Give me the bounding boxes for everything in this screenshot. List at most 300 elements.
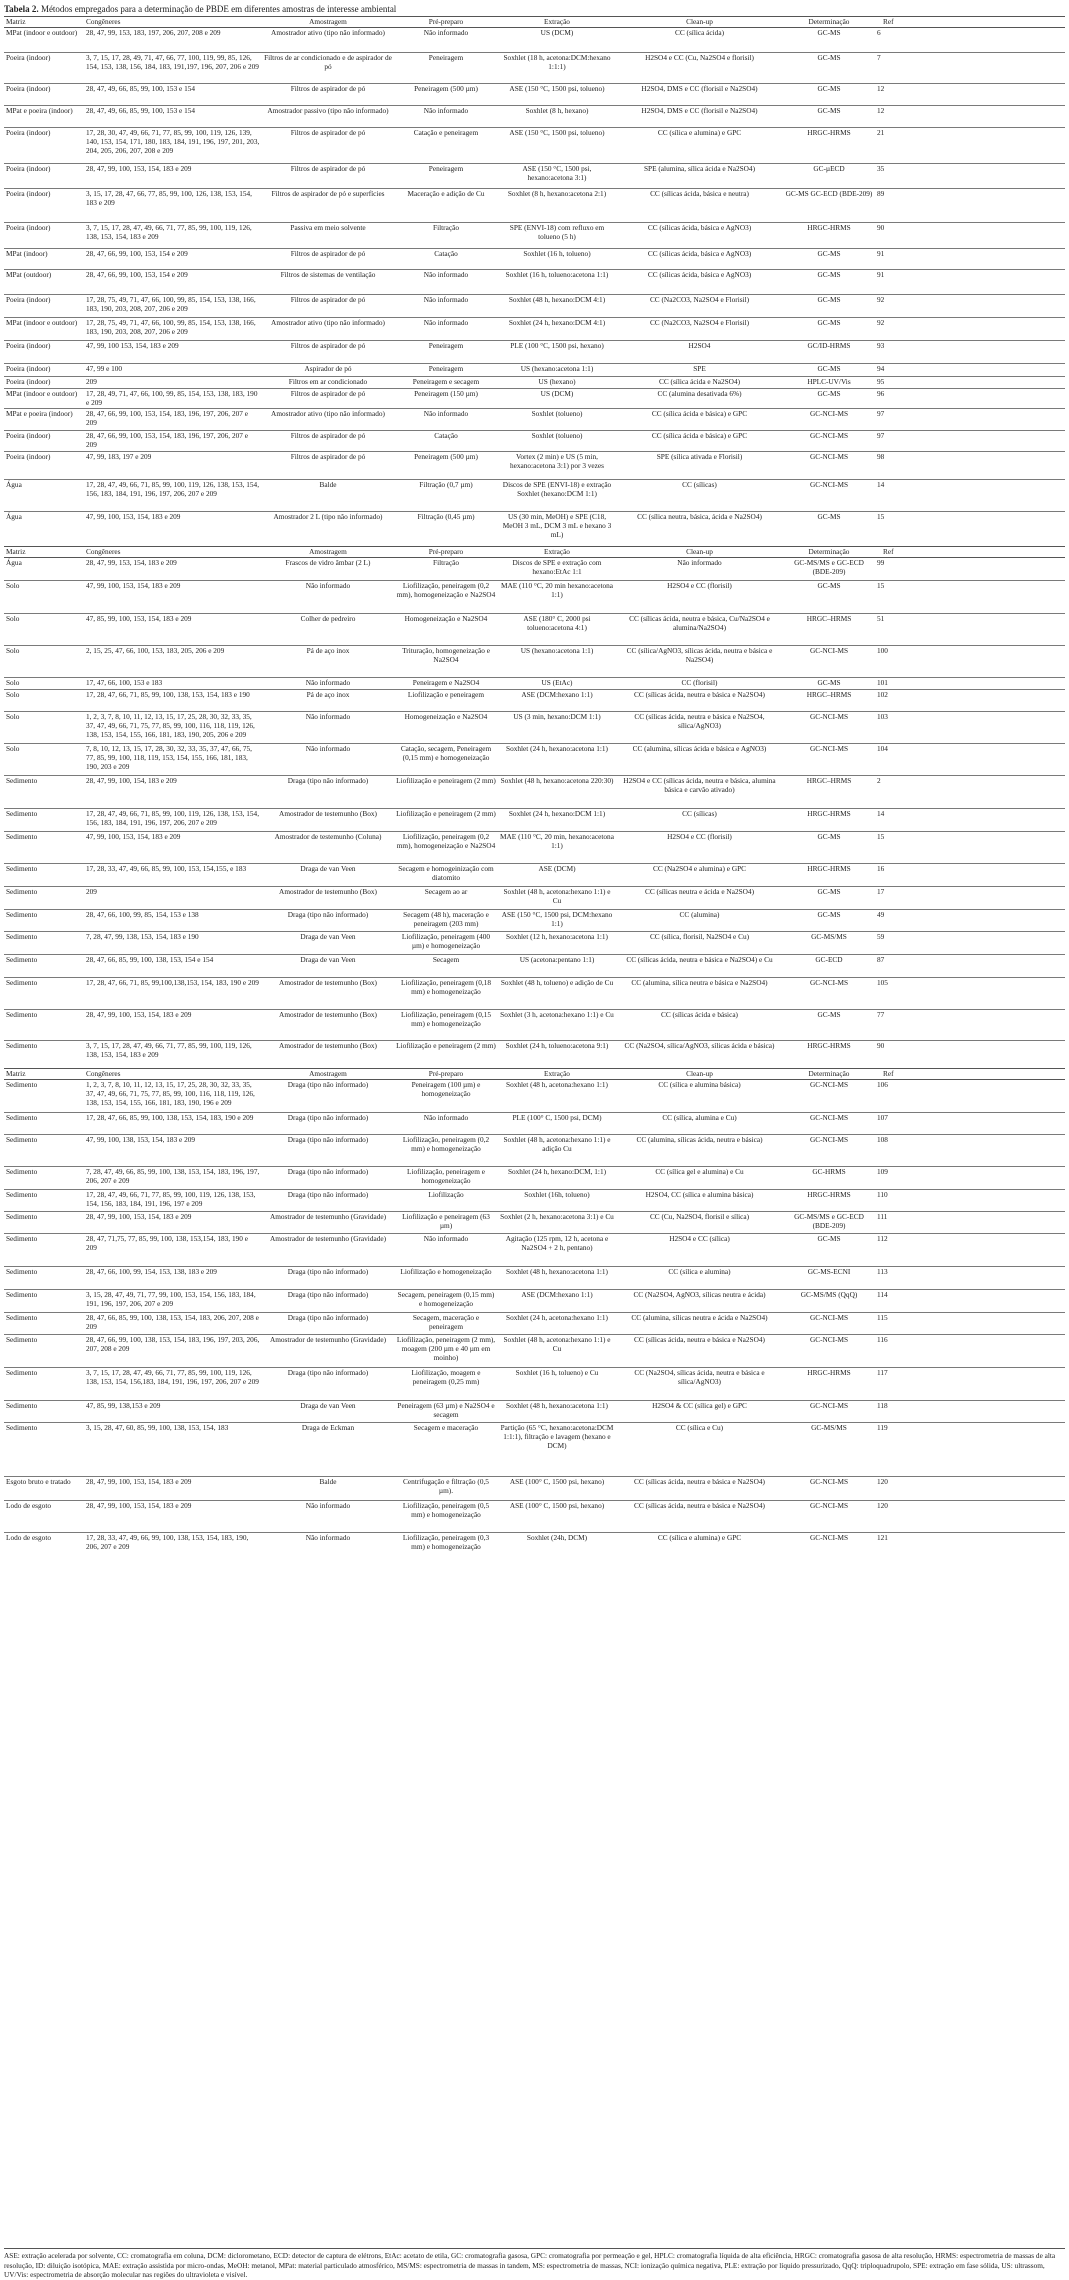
congeneres-cell: 28, 47, 49, 66, 85, 99, 100, 153 e 154 xyxy=(86,84,196,93)
pre-preparo-cell: Liofilização, peneiragem (0,2 mm) e homogeneização xyxy=(402,1135,490,1153)
column-header: Clean-up xyxy=(686,547,713,557)
extracao-cell: MAE (110 °C, 20 min hexano:acetona 1:1) xyxy=(500,581,614,599)
matriz-cell: Sedimento xyxy=(6,932,38,941)
extracao-cell: ASE (100° C, 1500 psi, hexano) xyxy=(509,1477,605,1486)
amostragem-cell: Não informado xyxy=(305,581,351,590)
column-header: Matriz xyxy=(6,17,26,27)
extracao-cell: Soxhlet (2 h, hexano:acetona 3:1) e Cu xyxy=(500,1212,614,1221)
extracao-cell: ASE (150 °C, 1500 psi, tolueno) xyxy=(509,128,605,137)
congeneres-cell: 17, 28, 47, 66, 85, 99, 100, 138, 153, 154, 183, 190 e 209 xyxy=(86,1113,254,1122)
determinacao-cell: GC-µECD xyxy=(813,164,845,173)
ref-cell: 12 xyxy=(877,84,885,93)
clean-up-cell: Não informado xyxy=(677,558,722,567)
determinacao-cell: GC-MS/MS (QqQ) xyxy=(800,1290,858,1299)
determinacao-cell: GC-NCI-MS xyxy=(809,409,849,418)
caption-text: Métodos empregados para a determinação de PBDE em diferentes amostras de interesse ambiental xyxy=(40,4,397,14)
clean-up-cell: CC (sílicas) xyxy=(682,809,717,818)
extracao-cell: Soxhlet (48 h, hexano:acetona 1:1) xyxy=(506,1401,608,1410)
determinacao-cell: GC-NCI-MS xyxy=(809,452,849,461)
table-row xyxy=(4,1212,1065,1234)
clean-up-cell: CC (Na2CO3, Na2SO4 e Florisil) xyxy=(649,318,750,327)
congeneres-cell: 47, 85, 99, 100, 153, 154, 183 e 209 xyxy=(86,614,192,623)
amostragem-cell: Draga de van Veen xyxy=(300,864,356,873)
matriz-cell: Poeira (indoor) xyxy=(6,341,51,350)
table-row xyxy=(4,318,1065,341)
congeneres-cell: 28, 47, 66, 99, 100, 153, 154, 183, 196, 197, 206, 207 e 209 xyxy=(86,431,248,449)
amostragem-cell: Amostrador ativo (tipo não informado) xyxy=(271,28,385,37)
extracao-cell: ASE (150 °C, 1500 psi, hexano:acetona 3:1) xyxy=(522,164,592,182)
determinacao-cell: GC-ECD xyxy=(815,955,843,964)
table-row xyxy=(4,409,1065,431)
table-row xyxy=(4,978,1065,1010)
matriz-cell: Sedimento xyxy=(6,887,38,896)
pre-preparo-cell: Não informado xyxy=(423,28,469,37)
congeneres-cell: 47, 99, 100, 138, 153, 154, 183 e 209 xyxy=(86,1135,196,1144)
extracao-cell: ASE (DCM) xyxy=(538,864,576,873)
pre-preparo-cell: Liofilização, peneiragem (0,2 mm), homogeneização e Na2SO4 xyxy=(396,581,496,599)
column-header: Determinação xyxy=(808,1069,850,1079)
extracao-cell: Soxhlet (48 h, acetona:hexano 1:1) e Cu xyxy=(503,1335,611,1353)
extracao-cell: Vortex (2 min) e US (5 min, hexano:acetona 3:1) por 3 vezes xyxy=(509,452,604,470)
matriz-cell: Sedimento xyxy=(6,955,38,964)
table-row xyxy=(4,1113,1065,1135)
determinacao-cell: GC-NCI-MS xyxy=(809,1533,849,1542)
extracao-cell: US (hexano) xyxy=(538,377,576,386)
table-row xyxy=(4,1533,1065,1565)
table-row xyxy=(4,864,1065,887)
extracao-cell: Soxhlet (8 h, hexano:acetona 2:1) xyxy=(507,189,607,198)
determinacao-cell: GC-MS/MS e GC-ECD (BDE-209) xyxy=(794,558,864,576)
ref-cell: 120 xyxy=(877,1501,888,1510)
ref-cell: 97 xyxy=(877,431,885,440)
table-row xyxy=(4,84,1065,106)
table-row xyxy=(4,452,1065,480)
matriz-cell: Poeira (indoor) xyxy=(6,377,51,386)
matriz-cell: Poeira (indoor) xyxy=(6,364,51,373)
determinacao-cell: GC-MS xyxy=(817,249,841,258)
extracao-cell: Soxhlet (48 h, hexano:DCM 4:1) xyxy=(508,295,606,304)
pre-preparo-cell: Peneiragem xyxy=(428,164,464,173)
pre-preparo-cell: Liofilização, moagem e peneiragem (0,25 mm) xyxy=(411,1368,481,1386)
column-header: Matriz xyxy=(6,547,26,557)
table-row xyxy=(4,341,1065,364)
amostragem-cell: Filtros de aspirador de pó xyxy=(290,84,366,93)
extracao-cell: Soxhlet (tolueno) xyxy=(531,431,583,440)
ref-cell: 93 xyxy=(877,341,885,350)
column-header: Pré-preparo xyxy=(428,547,464,557)
determinacao-cell: HRGC-HRMS xyxy=(807,864,851,873)
congeneres-cell: 28, 47, 99, 153, 183, 197, 206, 207, 208 e 209 xyxy=(86,28,221,37)
extracao-cell: US (3 min, hexano:DCM 1:1) xyxy=(513,712,601,721)
extracao-cell: ASE (150 °C, 1500 psi, tolueno) xyxy=(509,84,605,93)
amostragem-cell: Draga (tipo não informado) xyxy=(287,1167,369,1176)
pre-preparo-cell: Peneiragem (500 µm) xyxy=(414,452,478,461)
determinacao-cell: GC-MS xyxy=(817,295,841,304)
ref-cell: 92 xyxy=(877,318,885,327)
matriz-cell: Sedimento xyxy=(6,978,38,987)
extracao-cell: Soxhlet (24h, DCM) xyxy=(526,1533,588,1542)
amostragem-cell: Aspirador de pó xyxy=(304,364,352,373)
matriz-cell: MPat (indoor e outdoor) xyxy=(6,318,78,327)
determinacao-cell: GC-NCI-MS xyxy=(809,1401,849,1410)
pre-preparo-cell: Secagem ao ar xyxy=(424,887,468,896)
column-header: Extração xyxy=(544,17,570,27)
pre-preparo-cell: Não informado xyxy=(423,318,469,327)
congeneres-cell: 17, 28, 33, 47, 49, 66, 99, 100, 138, 153, 154, 183, 190, 206, 207 e 209 xyxy=(86,1533,249,1551)
clean-up-cell: SPE (sílica ativada e Florisil) xyxy=(656,452,743,461)
extracao-cell: Soxhlet (48 h, hexano:acetona 1:1) xyxy=(506,1267,608,1276)
congeneres-cell: 28, 47, 66, 85, 99, 100, 138, 153, 154, 183, 206, 207, 208 e 209 xyxy=(86,1313,259,1331)
determinacao-cell: GC-MS xyxy=(817,28,841,37)
extracao-cell: Soxhlet (24 h, hexano:DCM 1:1) xyxy=(508,809,606,818)
pre-preparo-cell: Liofilização, peneiragem (0,5 mm) e homogeneização xyxy=(402,1501,490,1519)
determinacao-cell: GC-MS xyxy=(817,318,841,327)
pre-preparo-cell: Liofilização e peneiragem (63 µm) xyxy=(402,1212,490,1230)
extracao-cell: Soxhlet (48 h, acetona:hexano 1:1) xyxy=(506,1080,608,1089)
extracao-cell: Agitação (125 rpm, 12 h, acetona e Na2SO4 + 2 h, pentano) xyxy=(505,1234,609,1252)
congeneres-cell: 28, 47, 66, 85, 99, 100, 138, 153, 154 e 154 xyxy=(86,955,214,964)
extracao-cell: Soxhlet (24 h, hexano:DCM 4:1) xyxy=(508,318,606,327)
ref-cell: 94 xyxy=(877,364,885,373)
table-row xyxy=(4,1477,1065,1501)
congeneres-cell: 47, 99, 100, 153, 154, 183 e 209 xyxy=(86,832,181,841)
determinacao-cell: GC-NCI-MS xyxy=(809,744,849,753)
extracao-cell: Discos de SPE (ENVI-18) e extração Soxhlet (hexano:DCM 1:1) xyxy=(502,480,612,498)
column-header: Clean-up xyxy=(686,17,713,27)
table-row xyxy=(4,910,1065,932)
clean-up-cell: H2SO4, DMS e CC (florisil e Na2SO4) xyxy=(641,106,758,115)
pre-preparo-cell: Peneiragem xyxy=(428,364,464,373)
congeneres-cell: 28, 47, 66, 99, 100, 153, 154, 183, 196, 197, 206, 207 e 209 xyxy=(86,409,248,427)
amostragem-cell: Filtros de aspirador de pó xyxy=(290,249,366,258)
pre-preparo-cell: Peneiragem e Na2SO4 xyxy=(412,678,480,687)
ref-cell: 14 xyxy=(877,480,885,489)
clean-up-cell: H2SO4 e CC (florisil) xyxy=(667,581,732,590)
determinacao-cell: GC-MS xyxy=(817,84,841,93)
clean-up-cell: CC (sílicas ácida, neutra e básica e Na2SO4, sílica/AgNO3) xyxy=(634,712,765,730)
table-caption xyxy=(4,3,396,15)
amostragem-cell: Amostrador de testemunho (Gravidade) xyxy=(269,1335,387,1344)
extracao-cell: Soxhlet (48 h, acetona:hexano 1:1) e adição Cu xyxy=(503,1135,611,1153)
clean-up-cell: CC (sílicas ácida, básica e AgNO3) xyxy=(647,223,752,232)
table-row xyxy=(4,1401,1065,1423)
matriz-cell: Solo xyxy=(6,646,20,655)
clean-up-cell: CC (Cu, Na2SO4, florisil e sílica) xyxy=(649,1212,750,1221)
extracao-cell: Soxhlet (8 h, hexano) xyxy=(525,106,589,115)
extracao-cell: US (30 min, MeOH) e SPE (C18, MeOH 3 mL, DCM 3 mL e hexano 3 mL) xyxy=(502,512,612,539)
pre-preparo-cell: Centrifugação e filtração (0,5 µm). xyxy=(403,1477,489,1495)
extracao-cell: ASE (DCM:hexano 1:1) xyxy=(521,1290,593,1299)
ref-cell: 111 xyxy=(877,1212,888,1221)
extracao-cell: ASE (DCM:hexano 1:1) xyxy=(521,690,593,699)
matriz-cell: Solo xyxy=(6,678,20,687)
pre-preparo-cell: Peneiragem (100 µm) e homogeneização xyxy=(411,1080,481,1098)
ref-cell: 108 xyxy=(877,1135,888,1144)
clean-up-cell: CC (Na2CO3, Na2SO4 e Florisil) xyxy=(649,295,750,304)
clean-up-cell: H2SO4, CC (sílica e alumina básica) xyxy=(645,1190,754,1199)
matriz-cell: Sedimento xyxy=(6,1080,38,1089)
clean-up-cell: H2SO4 xyxy=(688,341,711,350)
determinacao-cell: GC-MS xyxy=(817,910,841,919)
determinacao-cell: GC-MS xyxy=(817,389,841,398)
pre-preparo-cell: Secagem xyxy=(432,955,460,964)
amostragem-cell: Amostrador ativo (tipo não informado) xyxy=(271,409,385,418)
extracao-cell: US (acetona:pentano 1:1) xyxy=(519,955,595,964)
extracao-cell: Soxhlet (24 h, hexano:acetona 1:1) xyxy=(506,744,608,753)
matriz-cell: MPat (outdoor) xyxy=(6,270,52,279)
clean-up-cell: CC (Na2SO4 e alumina) e GPC xyxy=(652,864,747,873)
ref-cell: 106 xyxy=(877,1080,888,1089)
clean-up-cell: CC (alumina desativada 6%) xyxy=(657,389,742,398)
ref-cell: 119 xyxy=(877,1423,888,1432)
matriz-cell: Sedimento xyxy=(6,1423,38,1432)
ref-cell: 90 xyxy=(877,223,885,232)
extracao-cell: SPE (ENVI-18) com refluxo em tolueno (5 h) xyxy=(509,223,605,241)
ref-cell: 51 xyxy=(877,614,885,623)
amostragem-cell: Não informado xyxy=(305,712,351,721)
congeneres-cell: 17, 28, 47, 66, 71, 85, 99,100,138,153, 154, 183, 190 e 209 xyxy=(86,978,259,987)
amostragem-cell: Filtros em ar condicionado xyxy=(288,377,368,386)
congeneres-cell: 1, 2, 3, 7, 8, 10, 11, 12, 13, 15, 17, 25, 28, 30, 32, 33, 35, 37, 47, 49, 66, 71, 75, 77, 85, 99, 100, 116, 118, 119, 126, 138, 153, 154, 155, 166, 181, 183, 190, 196 e 209 xyxy=(86,1080,255,1107)
clean-up-cell: H2SO4 e CC (sílicas ácida, neutra e básica, alumina básica e carvão ativado) xyxy=(623,776,776,794)
congeneres-cell: 17, 28, 47, 49, 66, 71, 85, 99, 100, 119, 126, 138, 153, 154, 156, 183, 184, 191, 196, 197, 206, 207 e 209 xyxy=(86,480,260,498)
congeneres-cell: 3, 15, 28, 47, 60, 85, 99, 100, 138, 153, 154, 183 xyxy=(86,1423,229,1432)
congeneres-cell: 3, 7, 15, 17, 28, 49, 71, 47, 66, 77, 100, 119, 99, 85, 126, 154, 153, 138, 156, 184, 183, 191,197, 196, 207, 206 e 209 xyxy=(86,53,259,71)
pre-preparo-cell: Liofilização, peneiragem (0,2 mm), homogeneização e Na2SO4 xyxy=(396,832,496,850)
ref-cell: 7 xyxy=(877,53,881,62)
extracao-cell: Soxhlet (16 h, tolueno) xyxy=(523,249,591,258)
pre-preparo-cell: Não informado xyxy=(423,1234,469,1243)
matriz-cell: Sedimento xyxy=(6,1135,38,1144)
matriz-cell: Solo xyxy=(6,581,20,590)
pre-preparo-cell: Peneiragem (150 µm) xyxy=(414,389,478,398)
amostragem-cell: Draga (tipo não informado) xyxy=(287,1267,369,1276)
column-header: Amostragem xyxy=(309,17,347,27)
pre-preparo-cell: Liofilização, peneiragem (400 µm) e homogeneização xyxy=(401,932,491,950)
extracao-cell: US (DCM) xyxy=(540,389,574,398)
table-row xyxy=(4,678,1065,690)
table-row xyxy=(4,223,1065,249)
pre-preparo-cell: Homogeneização e Na2SO4 xyxy=(404,712,488,721)
determinacao-cell: GC-NCI-MS xyxy=(809,431,849,440)
ref-cell: 49 xyxy=(877,910,885,919)
clean-up-cell: CC (sílica ácida e básica) e GPC xyxy=(651,409,748,418)
congeneres-cell: 17, 47, 66, 100, 153 e 183 xyxy=(86,678,163,687)
determinacao-cell: HPLC-UV/Vis xyxy=(807,377,851,386)
extracao-cell: US (EtAc) xyxy=(541,678,573,687)
matriz-cell: Sedimento xyxy=(6,1010,38,1019)
extracao-cell: PLE (100 °C, 1500 psi, hexano) xyxy=(510,341,604,350)
ref-cell: 117 xyxy=(877,1368,888,1377)
clean-up-cell: CC (sílica e Cu) xyxy=(675,1423,724,1432)
determinacao-cell: GC-MS/MS xyxy=(811,932,847,941)
table-row xyxy=(4,932,1065,955)
congeneres-cell: 47, 99, 100, 153, 154, 183 e 209 xyxy=(86,581,181,590)
matriz-cell: Poeira (indoor) xyxy=(6,223,51,232)
pre-preparo-cell: Trituração, homogeneização e Na2SO4 xyxy=(402,646,490,664)
pre-preparo-cell: Peneiragem (63 µm) e Na2SO4 e secagem xyxy=(397,1401,495,1419)
determinacao-cell: GC-NCI-MS xyxy=(809,1135,849,1144)
matriz-cell: Poeira (indoor) xyxy=(6,189,51,198)
amostragem-cell: Amostrador de testemunho (Box) xyxy=(279,1010,377,1019)
clean-up-cell: CC (Na2SO4, sílicas ácida, neutra e básica e sílica/AgNO3) xyxy=(634,1368,765,1386)
clean-up-cell: SPE xyxy=(693,364,706,373)
pre-preparo-cell: Filtração (0,7 µm) xyxy=(419,480,473,489)
determinacao-cell: GC-NCI-MS xyxy=(809,712,849,721)
pre-preparo-cell: Catação, secagem, Peneiragem (0,15 mm) e homogeneização xyxy=(400,744,492,762)
determinacao-cell: GC-MS xyxy=(817,832,841,841)
pre-preparo-cell: Liofilização, peneiragem (0,15 mm) e homogeneização xyxy=(401,1010,491,1028)
matriz-cell: Solo xyxy=(6,690,20,699)
extracao-cell: Soxhlet (24 h, hexano:DCM, 1:1) xyxy=(507,1167,607,1176)
pre-preparo-cell: Filtração (0,45 µm) xyxy=(417,512,475,521)
congeneres-cell: 28, 47, 99, 100, 153, 154, 183 e 209 xyxy=(86,1477,192,1486)
matriz-cell: MPat (indoor e outdoor) xyxy=(6,389,78,398)
table-row xyxy=(4,377,1065,389)
matriz-cell: Sedimento xyxy=(6,1335,38,1344)
extracao-cell: ASE (100° C, 1500 psi, hexano) xyxy=(509,1501,605,1510)
clean-up-cell: CC (sílica gel e alumina) e Cu xyxy=(655,1167,744,1176)
ref-cell: 98 xyxy=(877,452,885,461)
clean-up-cell: H2SO4 e CC (florisil) xyxy=(667,832,732,841)
column-header: Congêneres xyxy=(86,1069,121,1079)
congeneres-cell: 17, 28, 47, 49, 66, 71, 77, 85, 99, 100, 119, 126, 138, 153, 154, 156, 183, 184, 191, 196, 197 e 209 xyxy=(86,1190,256,1208)
table-row xyxy=(4,646,1065,678)
clean-up-cell: CC (sílicas ácida, neutra e básica e Na2SO4) e Cu xyxy=(626,955,773,964)
column-header: Pré-preparo xyxy=(428,17,464,27)
table-row xyxy=(4,1368,1065,1401)
extracao-cell: Soxhlet (3 h, acetona:hexano 1:1) e Cu xyxy=(500,1010,614,1019)
amostragem-cell: Filtros de aspirador de pó xyxy=(290,128,366,137)
clean-up-cell: CC (sílicas ácida, básica e neutra) xyxy=(650,189,749,198)
congeneres-cell: 7, 28, 47, 99, 138, 153, 154, 183 e 190 xyxy=(86,932,199,941)
determinacao-cell: HRGC–HRMS xyxy=(806,776,852,785)
extracao-cell: Soxhlet (12 h, hexano:acetona 1:1) xyxy=(506,932,608,941)
matriz-cell: Lodo de esgoto xyxy=(6,1501,51,1510)
column-header: Clean-up xyxy=(686,1069,713,1079)
determinacao-cell: GC-MS xyxy=(817,53,841,62)
ref-cell: 96 xyxy=(877,389,885,398)
congeneres-cell: 2, 15, 25, 47, 66, 100, 153, 183, 205, 206 e 209 xyxy=(86,646,225,655)
determinacao-cell: HRGC-HRMS xyxy=(807,1041,851,1050)
amostragem-cell: Frascos de vidro âmbar (2 L) xyxy=(285,558,371,567)
determinacao-cell: HRGC–HRMS xyxy=(806,614,852,623)
table-row xyxy=(4,28,1065,53)
table-row xyxy=(4,558,1065,581)
table-row xyxy=(4,712,1065,744)
matriz-cell: Solo xyxy=(6,614,20,623)
table-row xyxy=(4,955,1065,978)
determinacao-cell: GC-NCI-MS xyxy=(809,978,849,987)
pre-preparo-cell: Secagem, maceração e peneiragem xyxy=(412,1313,480,1331)
congeneres-cell: 1, 2, 3, 7, 8, 10, 11, 12, 13, 15, 17, 25, 28, 30, 32, 33, 35, 37, 47, 49, 66, 71, 75, 77, 85, 99, 100, 116, 118, 119, 126, 138, 153, 154, 155, 166, 181, 183, 190, 205, 206 e 209 xyxy=(86,712,255,739)
clean-up-cell: CC (alumina, sílicas ácida e básica e AgNO3) xyxy=(632,744,767,753)
amostragem-cell: Amostrador de testemunho (Box) xyxy=(279,809,377,818)
ref-cell: 15 xyxy=(877,512,885,521)
extracao-cell: Soxhlet (16h, tolueno) xyxy=(524,1190,590,1199)
matriz-cell: Sedimento xyxy=(6,809,38,818)
amostragem-cell: Não informado xyxy=(305,678,351,687)
amostragem-cell: Filtros de aspirador de pó xyxy=(290,341,366,350)
matriz-cell: Sedimento xyxy=(6,1234,38,1243)
determinacao-cell: HRGC–HRMS xyxy=(806,690,852,699)
table-row xyxy=(4,164,1065,189)
pre-preparo-cell: Não informado xyxy=(423,295,469,304)
matriz-cell: Lodo de esgoto xyxy=(6,1533,51,1542)
ref-cell: 116 xyxy=(877,1335,888,1344)
extracao-cell: Discos de SPE e extração com hexano:EtAc 1:1 xyxy=(512,558,602,576)
extracao-cell: US (DCM) xyxy=(540,28,574,37)
extracao-cell: Soxhlet (24 h, tolueno:acetona 9:1) xyxy=(505,1041,609,1050)
matriz-cell: MPat (indoor e outdoor) xyxy=(6,28,78,37)
table-header-row xyxy=(4,1068,1065,1080)
determinacao-cell: GC-NCI-MS xyxy=(809,1113,849,1122)
table-row xyxy=(4,1010,1065,1041)
ref-cell: 104 xyxy=(877,744,888,753)
determinacao-cell: HRGC-HRMS xyxy=(807,809,851,818)
congeneres-cell: 17, 28, 33, 47, 49, 66, 85, 99, 100, 153, 154,155, e 183 xyxy=(86,864,247,873)
pre-preparo-cell: Filtração xyxy=(433,223,459,232)
ref-cell: 100 xyxy=(877,646,888,655)
ref-cell: 110 xyxy=(877,1190,888,1199)
congeneres-cell: 3, 15, 17, 28, 47, 66, 77, 85, 99, 100, 126, 138, 153, 154, 183 e 209 xyxy=(86,189,253,207)
ref-cell: 91 xyxy=(877,249,885,258)
amostragem-cell: Draga de van Veen xyxy=(300,1401,356,1410)
congeneres-cell: 17, 28, 75, 49, 71, 47, 66, 100, 99, 85, 154, 153, 138, 166, 183, 190, 203, 208, 207, 206 e 209 xyxy=(86,295,256,313)
matriz-cell: Sedimento xyxy=(6,1313,38,1322)
table-row xyxy=(4,431,1065,452)
clean-up-cell: H2SO4, DMS e CC (florisil e Na2SO4) xyxy=(641,84,758,93)
congeneres-cell: 28, 47, 99, 100, 153, 154, 183 e 209 xyxy=(86,1010,192,1019)
pre-preparo-cell: Maceração e adição de Cu xyxy=(407,189,485,198)
table-row xyxy=(4,1423,1065,1477)
ref-cell: 121 xyxy=(877,1533,888,1542)
ref-cell: 6 xyxy=(877,28,881,37)
congeneres-cell: 28, 47, 99, 153, 154, 183 e 209 xyxy=(86,558,177,567)
pre-preparo-cell: Liofilização e peneiragem (2 mm) xyxy=(396,1041,496,1050)
extracao-cell: Soxhlet (48 h, acetona:hexano 1:1) e Cu xyxy=(503,887,611,905)
clean-up-cell: CC (sílicas ácida, básica e AgNO3) xyxy=(647,249,752,258)
congeneres-cell: 28, 47, 66, 99, 100, 153, 154 e 209 xyxy=(86,249,188,258)
extracao-cell: Partição (65 °C, hexano:acetona:DCM 1:1:1), filtração e lavagem (hexano e DCM) xyxy=(500,1423,614,1450)
matriz-cell: Poeira (indoor) xyxy=(6,295,51,304)
ref-cell: 118 xyxy=(877,1401,888,1410)
extracao-cell: US (hexano:acetona 1:1) xyxy=(520,646,594,655)
table-row xyxy=(4,189,1065,223)
table-row xyxy=(4,128,1065,164)
congeneres-cell: 7, 28, 47, 49, 66, 85, 99, 100, 138, 153, 154, 183, 196, 197, 206, 207 e 209 xyxy=(86,1167,260,1185)
pre-preparo-cell: Liofilização, peneiragem (2 mm), moagem (200 µm e 40 µm em moinho) xyxy=(396,1335,496,1362)
column-header: Extração xyxy=(544,547,570,557)
table-row xyxy=(4,1190,1065,1212)
table-row xyxy=(4,1234,1065,1267)
congeneres-cell: 28, 47, 99, 100, 153, 154, 183 e 209 xyxy=(86,1501,192,1510)
pre-preparo-cell: Secagem e maceração xyxy=(413,1423,479,1432)
amostragem-cell: Filtros de aspirador de pó xyxy=(290,295,366,304)
pre-preparo-cell: Peneiragem e secagem xyxy=(412,377,480,386)
amostragem-cell: Draga (tipo não informado) xyxy=(287,776,369,785)
pre-preparo-cell: Catação xyxy=(434,249,458,258)
ref-cell: 92 xyxy=(877,295,885,304)
table-row xyxy=(4,1167,1065,1190)
table-row xyxy=(4,512,1065,546)
clean-up-cell: CC (sílicas ácida, neutra e básica e Na2SO4) xyxy=(634,1477,765,1486)
table-row xyxy=(4,809,1065,832)
pre-preparo-cell: Não informado xyxy=(423,409,469,418)
ref-cell: 15 xyxy=(877,832,885,841)
congeneres-cell: 28, 47, 66, 100, 99, 85, 154, 153 e 138 xyxy=(86,910,199,919)
determinacao-cell: GC-MS-ECNI xyxy=(807,1267,851,1276)
